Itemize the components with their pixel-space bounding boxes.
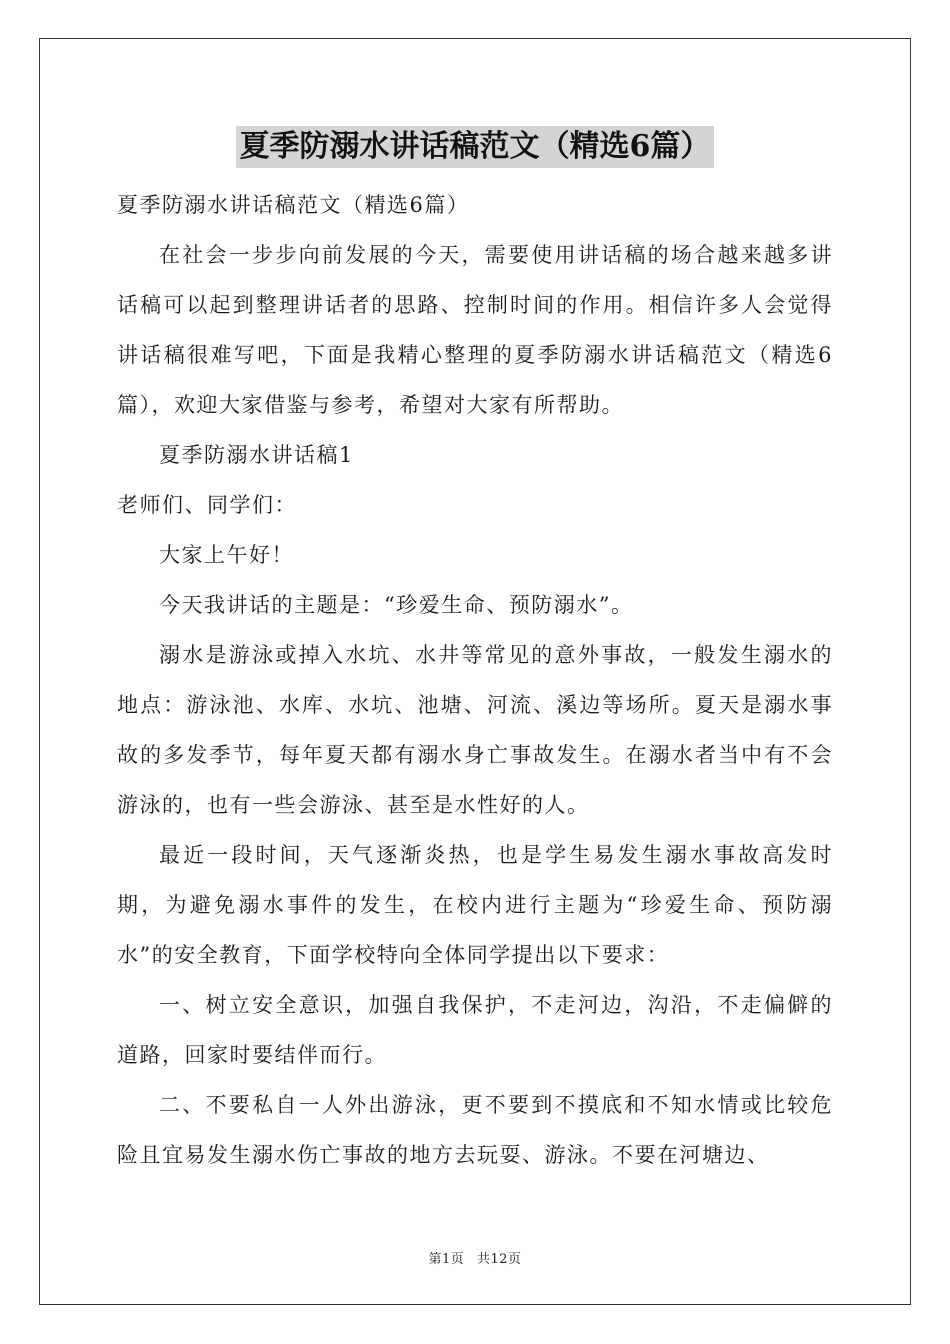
paragraph: 溺水是游泳或掉入水坑、水井等常见的意外事故，一般发生溺水的地点：游泳池、水库、水坑、池塘、河流、溪边等场所。夏天是溺水事故的多发季节，每年夏天都有溺水身亡事故发生。在溺水者当中有不会游泳的，也有一些会游泳、甚至是水性好的人。: [117, 643, 833, 817]
title-container: [0, 126, 950, 168]
paragraph: 最近一段时间，天气逐渐炎热，也是学生易发生溺水事故高发时期，为避免溺水事件的发生，在校内进行主题为“珍爱生命、预防溺水”的安全教育，下面学校特向全体同学提出以下要求：: [117, 843, 833, 967]
paragraph: 在社会一步步向前发展的今天，需要使用讲话稿的场合越来越多讲话稿可以起到整理讲话者的思路、控制时间的作用。相信许多人会觉得讲话稿很难写吧，下面是我精心整理的夏季防溺水讲话稿范文（精选6篇），欢迎大家借鉴与参考，希望对大家有所帮助。: [117, 243, 833, 417]
paragraph: 夏季防溺水讲话稿范文（精选6篇）: [117, 193, 470, 217]
paragraph: 二、不要私自一人外出游泳，更不要到不摸底和不知水情或比较危险且宜易发生溺水伤亡事故的地方去玩耍、游泳。不要在河塘边、: [117, 1093, 833, 1167]
paragraph: 大家上午好！: [159, 543, 294, 567]
page-number: 第1页: [428, 1252, 465, 1267]
document-title: 夏季防溺水讲话稿范文（精选6篇）: [236, 126, 715, 168]
paragraph: 一、树立安全意识，加强自我保护，不走河边，沟沿，不走偏僻的道路，回家时要结伴而行。: [117, 993, 833, 1067]
section-heading: 夏季防溺水讲话稿1: [159, 443, 354, 467]
document-body: [117, 180, 833, 1180]
page-total: 共12页: [476, 1252, 522, 1267]
page-footer: [0, 1248, 950, 1267]
paragraph: 老师们、同学们：: [117, 493, 297, 517]
paragraph: 今天我讲话的主题是：“珍爱生命、预防溺水”。: [159, 593, 634, 617]
